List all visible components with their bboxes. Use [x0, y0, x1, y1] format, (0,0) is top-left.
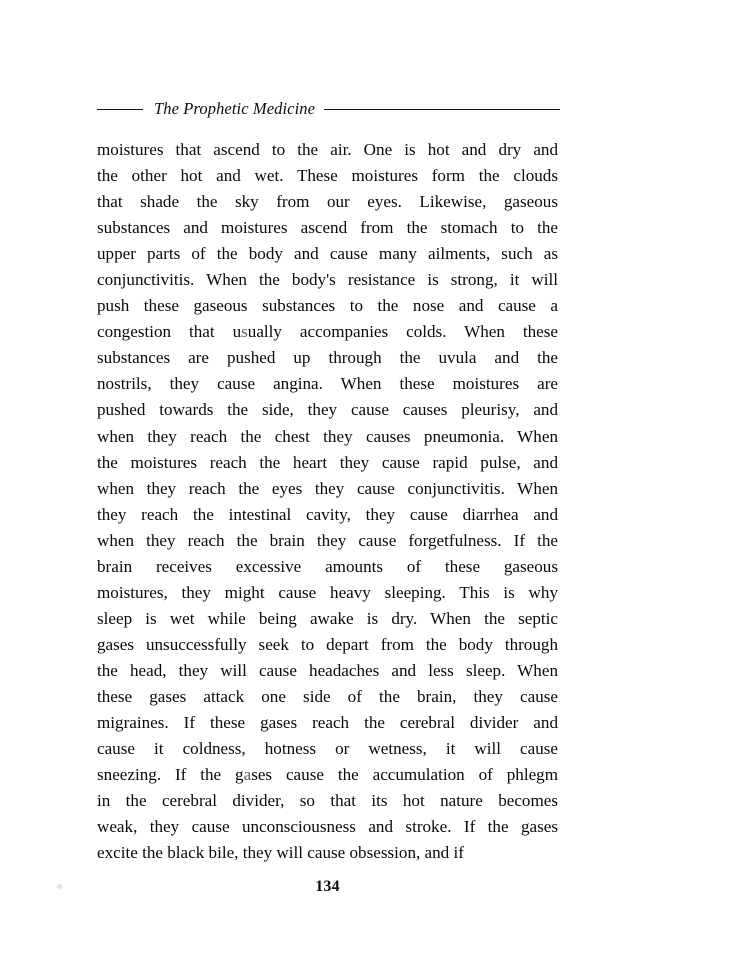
body-line: push these gaseous substances to the nose and cause a — [97, 296, 558, 316]
body-line: substances and moistures ascend from the stomach to the — [97, 218, 558, 238]
running-header-title: The Prophetic Medicine — [154, 98, 316, 118]
body-line: nostrils, they cause angina. When these moistures are — [97, 374, 558, 394]
body-line: these gases attack one side of the brain, they cause — [97, 686, 558, 706]
body-line: the moistures reach the heart they cause rapid pulse, and — [97, 452, 558, 472]
body-line: pushed towards the side, they cause causes pleurisy, and — [97, 400, 558, 420]
body-line: substances are pushed up through the uvula and the — [97, 348, 558, 368]
scan-speckle-artifact — [57, 884, 62, 889]
faded-glyph: a — [243, 765, 252, 785]
body-line: excite the black bile, they will cause obsession, and if — [97, 843, 464, 863]
body-line: upper parts of the body and cause many ailments, such as — [97, 244, 558, 264]
body-line: brain receives excessive amounts of these gaseous — [97, 556, 558, 576]
body-line: the other hot and wet. These moistures form the clouds — [97, 166, 558, 186]
body-line: gases unsuccessfully seek to depart from the body through — [97, 634, 558, 654]
body-line: the head, they will cause headaches and less sleep. When — [97, 660, 558, 680]
body-line: moistures that ascend to the air. One is hot and dry and — [97, 140, 558, 159]
body-line: when they reach the brain they cause forgetfulness. If the — [97, 530, 558, 550]
body-line: when they reach the eyes they cause conjunctivitis. When — [97, 478, 558, 498]
body-line: migraines. If these gases reach the cerebral divider and — [97, 713, 558, 733]
header-rule-left-icon — [97, 109, 143, 110]
faded-glyph: s — [241, 322, 248, 342]
body-line: sleep is wet while being awake is dry. When the septic — [97, 608, 558, 628]
body-line: in the cerebral divider, so that its hot nature becomes — [97, 791, 558, 811]
body-line: sneezing. If the gases cause the accumulation of phlegm — [97, 765, 558, 785]
body-line: conjunctivitis. When the body's resistance is strong, it will — [97, 270, 558, 290]
body-text-block — [97, 137, 558, 866]
body-line: cause it coldness, hotness or wetness, it will cause — [97, 739, 558, 759]
page-number: 134 — [315, 878, 340, 895]
body-line: they reach the intestinal cavity, they cause diarrhea and — [97, 504, 558, 524]
body-line: that shade the sky from our eyes. Likewise, gaseous — [97, 192, 558, 212]
header-rule-right-icon — [324, 109, 560, 110]
running-header — [97, 98, 560, 120]
body-line: moistures, they might cause heavy sleeping. This is why — [97, 582, 558, 602]
body-line: weak, they cause unconsciousness and stroke. If the gases — [97, 817, 558, 837]
body-line: congestion that usually accompanies colds. When these — [97, 322, 558, 342]
body-line: when they reach the chest they causes pneumonia. When — [97, 426, 558, 446]
body-paragraph — [97, 137, 558, 866]
